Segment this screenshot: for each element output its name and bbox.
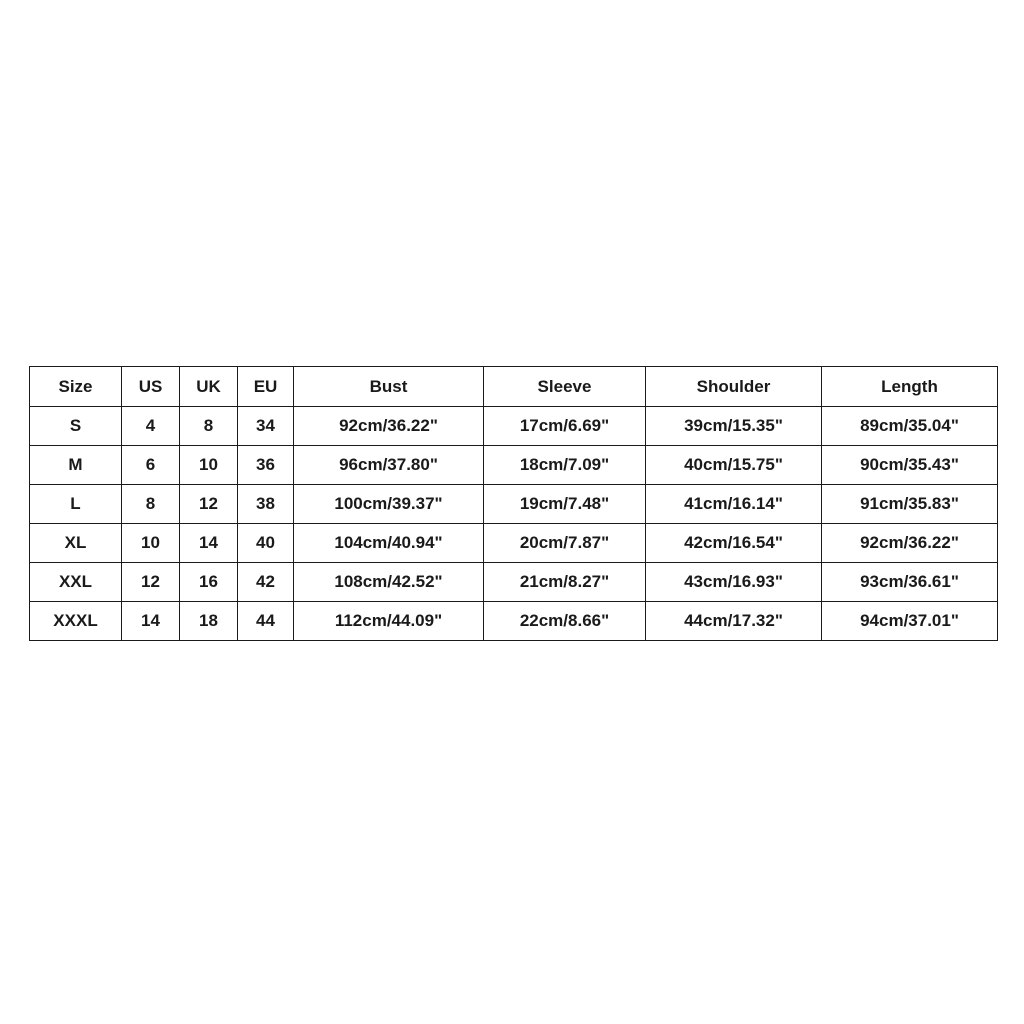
cell-eu: 42 [238,563,294,602]
cell-size: L [30,485,122,524]
cell-length: 94cm/37.01" [822,602,998,641]
cell-size: M [30,446,122,485]
cell-length: 92cm/36.22" [822,524,998,563]
cell-bust: 112cm/44.09" [294,602,484,641]
cell-length: 91cm/35.83" [822,485,998,524]
cell-bust: 104cm/40.94" [294,524,484,563]
cell-shoulder: 40cm/15.75" [646,446,822,485]
cell-length: 93cm/36.61" [822,563,998,602]
cell-uk: 10 [180,446,238,485]
cell-uk: 8 [180,407,238,446]
cell-us: 4 [122,407,180,446]
cell-size: XXL [30,563,122,602]
cell-shoulder: 39cm/15.35" [646,407,822,446]
table-row [30,602,998,641]
cell-us: 10 [122,524,180,563]
table-row [30,485,998,524]
header-eu: EU [238,367,294,407]
cell-eu: 36 [238,446,294,485]
cell-uk: 12 [180,485,238,524]
cell-shoulder: 42cm/16.54" [646,524,822,563]
cell-sleeve: 20cm/7.87" [484,524,646,563]
table-row [30,407,998,446]
cell-eu: 44 [238,602,294,641]
cell-eu: 34 [238,407,294,446]
header-shoulder: Shoulder [646,367,822,407]
cell-sleeve: 22cm/8.66" [484,602,646,641]
cell-shoulder: 41cm/16.14" [646,485,822,524]
cell-us: 8 [122,485,180,524]
cell-bust: 96cm/37.80" [294,446,484,485]
cell-us: 12 [122,563,180,602]
cell-shoulder: 43cm/16.93" [646,563,822,602]
cell-us: 6 [122,446,180,485]
cell-us: 14 [122,602,180,641]
header-us: US [122,367,180,407]
header-bust: Bust [294,367,484,407]
header-uk: UK [180,367,238,407]
cell-uk: 16 [180,563,238,602]
cell-sleeve: 21cm/8.27" [484,563,646,602]
cell-sleeve: 18cm/7.09" [484,446,646,485]
cell-uk: 14 [180,524,238,563]
cell-shoulder: 44cm/17.32" [646,602,822,641]
cell-length: 90cm/35.43" [822,446,998,485]
cell-size: S [30,407,122,446]
cell-uk: 18 [180,602,238,641]
table-row [30,446,998,485]
header-size: Size [30,367,122,407]
table-row [30,563,998,602]
cell-bust: 108cm/42.52" [294,563,484,602]
cell-size: XL [30,524,122,563]
cell-size: XXXL [30,602,122,641]
header-sleeve: Sleeve [484,367,646,407]
cell-sleeve: 19cm/7.48" [484,485,646,524]
cell-bust: 92cm/36.22" [294,407,484,446]
header-row [30,367,998,407]
header-length: Length [822,367,998,407]
cell-bust: 100cm/39.37" [294,485,484,524]
cell-sleeve: 17cm/6.69" [484,407,646,446]
cell-eu: 40 [238,524,294,563]
table-row [30,524,998,563]
size-chart-table [29,366,998,641]
cell-length: 89cm/35.04" [822,407,998,446]
cell-eu: 38 [238,485,294,524]
